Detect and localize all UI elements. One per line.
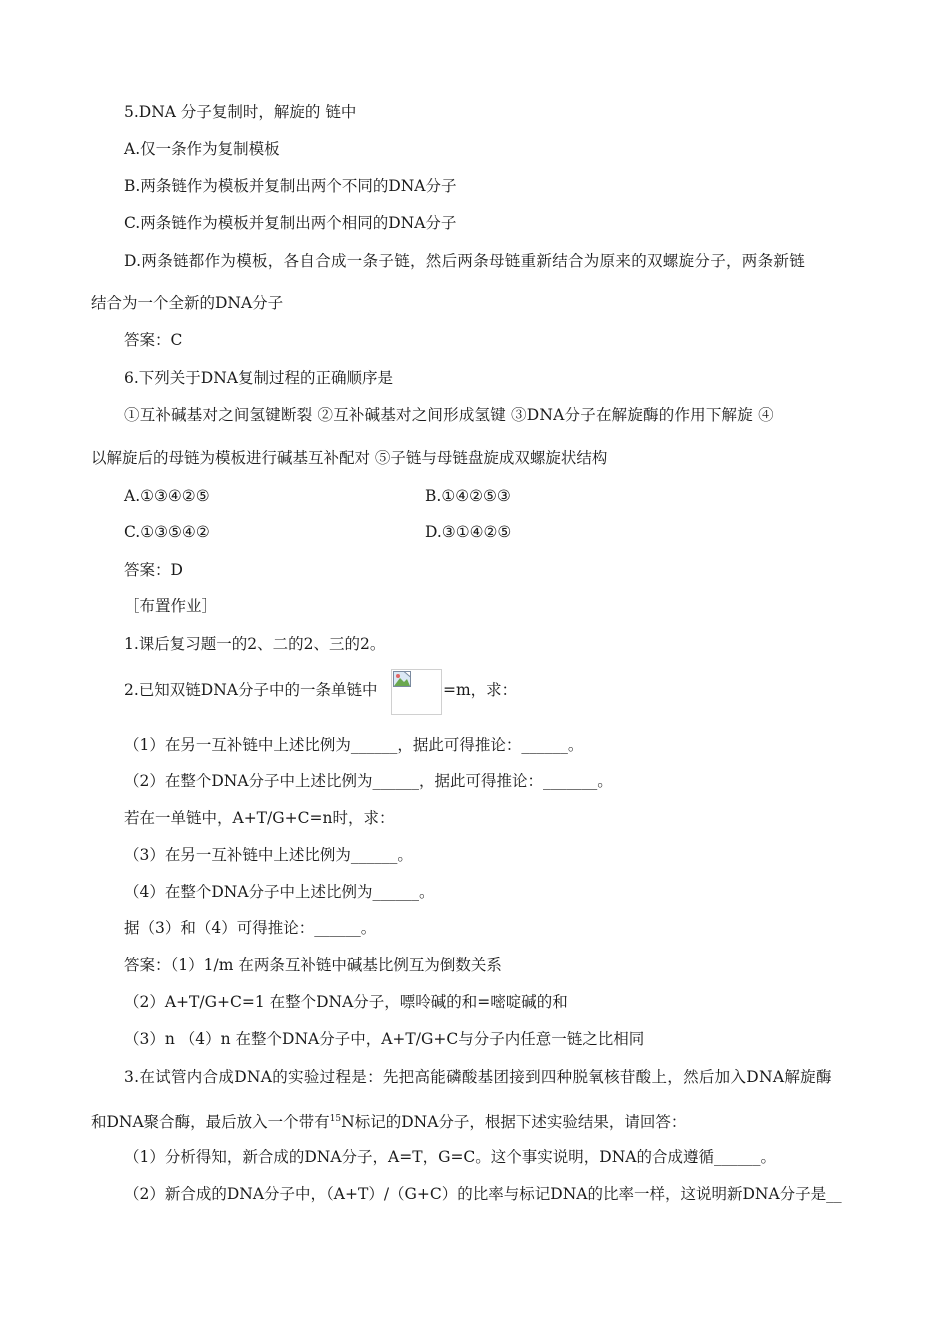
q5-option-c: C.两条链作为模板并复制出两个相同的DNA分子 [124,214,457,232]
homework-answer-3: （3）n （4）n 在整个DNA分子中，A+T/G+C与分子内任意一链之比相同 [124,1030,645,1048]
q5-stem: 5.DNA 分子复制时，解旋的 链中 [124,103,357,121]
q5-option-a: A.仅一条作为复制模板 [124,140,280,158]
q5-option-b: B.两条链作为模板并复制出两个不同的DNA分子 [124,177,457,195]
q5-option-d-line2: 结合为一个全新的DNA分子 [91,294,284,312]
q6-option-d: D.③①④②⑤ [425,523,512,541]
homework-q2: （2）在整个DNA分子中上述比例为______，据此可得推论：_______。 [124,772,613,790]
q6-answer: 答案：D [124,561,183,579]
q6-steps-line1: ①互补碱基对之间氢键断裂 ②互补碱基对之间形成氢键 ③DNA分子在解旋酶的作用下解旋 ④ [124,406,774,424]
homework-q1: （1）在另一互补链中上述比例为______，据此可得推论：______。 [124,736,584,754]
q5-option-d-line1: D.两条链都作为模板，各自合成一条子链，然后两条母链重新结合为原来的双螺旋分子，两条新链 [124,252,806,270]
homework-title: ［布置作业］ [124,597,218,615]
isotope-superscript: 15 [329,1114,342,1124]
q5-answer: 答案：C [124,331,183,349]
homework-item-3-q2: （2）新合成的DNA分子中，（A+T）/（G+C）的比率与标记DNA的比率一样，这说明新DNA分子是__ [124,1185,842,1203]
homework-condition: 若在一单链中，A+T/G+C=n时，求： [124,809,395,827]
homework-item-3-line1: 3.在试管内合成DNA的实验过程是：先把高能磷酸基团接到四种脱氧核苷酸上，然后加入DNA解旋酶 [124,1068,832,1086]
broken-image-icon [393,671,411,687]
homework-q4: （4）在整个DNA分子中上述比例为______。 [124,883,435,901]
homework-item-2: 2.已知双链DNA分子中的一条单链中 [124,681,378,699]
homework-inference: 据（3）和（4）可得推论：______。 [124,919,377,937]
homework-answer-1: 答案：（1）1/m 在两条互补链中碱基比例互为倒数关系 [124,956,502,974]
item3-line2-suffix: N标记的DNA分子，根据下述实验结果，请回答： [341,1113,687,1131]
q6-option-c: C.①③⑤④② [124,523,210,541]
q6-option-b: B.①④②⑤③ [425,487,511,505]
homework-answer-2: （2）A+T/G+C=1 在整个DNA分子，嘌呤碱的和=嘧啶碱的和 [124,993,568,1011]
homework-q3: （3）在另一互补链中上述比例为______。 [124,846,413,864]
homework-item-3-line2 [91,1109,686,1132]
formula-image-placeholder [391,669,442,715]
item3-line2-prefix: 和DNA聚合酶，最后放入一个带有 [91,1113,330,1131]
q6-stem: 6.下列关于DNA复制过程的正确顺序是 [124,369,393,387]
q6-steps-line2: 以解旋后的母链为模板进行碱基互补配对 ⑤子链与母链盘旋成双螺旋状结构 [91,449,608,467]
homework-item-3-q1: （1）分析得知，新合成的DNA分子，A=T，G=C。这个事实说明，DNA的合成遵循______。 [124,1148,776,1166]
homework-item-2-suffix: =m，求： [443,681,518,699]
homework-item-1: 1.课后复习题一的2、二的2、三的2。 [124,635,386,653]
q6-option-a: A.①③④②⑤ [124,487,210,505]
